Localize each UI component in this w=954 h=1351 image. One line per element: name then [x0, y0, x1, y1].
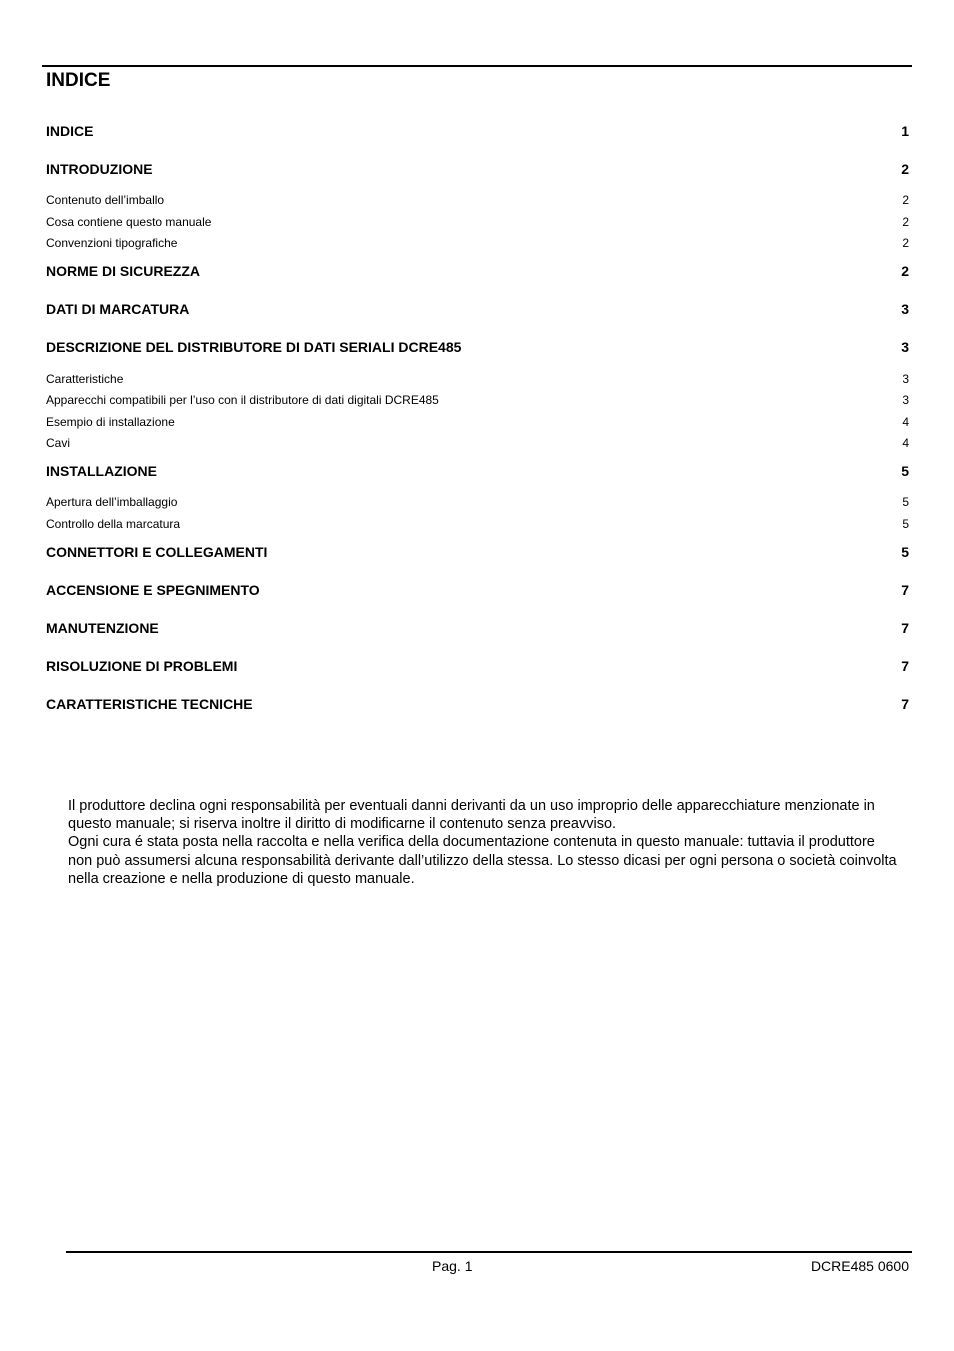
toc-entry-connettori[interactable]	[46, 543, 909, 561]
toc-label: Contenuto dell’imballo	[46, 193, 165, 207]
toc-label: Cavi	[46, 436, 71, 450]
toc-entry-contenuto-imballo[interactable]	[46, 193, 909, 208]
toc-entry-controllo-marcatura[interactable]	[46, 517, 909, 532]
toc-page-number: 2	[901, 263, 909, 279]
toc-entry-apertura-imballaggio[interactable]	[46, 495, 909, 510]
toc-entry-cosa-contiene[interactable]	[46, 215, 909, 230]
toc-page-number: 4	[902, 436, 909, 450]
toc-page-number: 3	[901, 301, 909, 317]
toc-page-number: 5	[901, 463, 909, 479]
footer-page-number: Pag. 1	[432, 1258, 473, 1274]
disclaimer-paragraph: Ogni cura é stata posta nella raccolta e nella verifica della documentazione contenuta in questo manuale: tuttavia il produttore non può assumersi alcuna responsabilità derivante dall’utilizzo della stessa. Lo stesso dicasi per ogni persona o società coinvolta nella creazione e nella produzione di questo manuale.	[68, 834, 897, 887]
toc-page-number: 2	[901, 161, 909, 177]
toc-page-number: 7	[901, 620, 909, 636]
toc-label: RISOLUZIONE DI PROBLEMI	[46, 658, 238, 674]
toc-label: ACCENSIONE E SPEGNIMENTO	[46, 582, 260, 598]
toc-entry-introduzione[interactable]	[46, 160, 909, 178]
toc-entry-apparecchi-compatibili[interactable]	[46, 393, 909, 408]
toc-label: Apparecchi compatibili per l’uso con il distributore di dati digitali DCRE485	[46, 393, 439, 407]
toc-page-number: 5	[902, 517, 909, 531]
footer-divider	[66, 1251, 912, 1253]
toc-label: CONNETTORI E COLLEGAMENTI	[46, 544, 268, 560]
toc-entry-dati-marcatura[interactable]	[46, 300, 909, 318]
toc-page-number: 2	[902, 236, 909, 250]
toc-label: Convenzioni tipografiche	[46, 236, 178, 250]
toc-label: Cosa contiene questo manuale	[46, 215, 212, 229]
toc-page-number: 3	[901, 339, 909, 355]
disclaimer-paragraph: Il produttore declina ogni responsabilità per eventuali danni derivanti da un uso improprio delle apparecchiature menzionate in questo manuale; si riserva inoltre il diritto di modificarne il contenuto senza preavviso.	[68, 798, 875, 833]
disclaimer	[68, 797, 898, 888]
toc-entry-indice[interactable]	[46, 122, 909, 140]
toc-page-number: 3	[902, 393, 909, 407]
toc-page-number: 5	[901, 544, 909, 560]
toc-label: INSTALLAZIONE	[46, 463, 157, 479]
footer-document-code: DCRE485 0600	[810, 1258, 909, 1274]
toc-label: CARATTERISTICHE TECNICHE	[46, 696, 253, 712]
toc-page-number: 3	[902, 372, 909, 386]
toc-entry-norme-sicurezza[interactable]	[46, 262, 909, 280]
toc-label: INDICE	[46, 123, 94, 139]
toc-entry-caratteristiche[interactable]	[46, 372, 909, 387]
toc-page-number: 5	[902, 495, 909, 509]
toc-page-number: 7	[901, 582, 909, 598]
toc-entry-manutenzione[interactable]	[46, 619, 909, 637]
toc-label: Esempio di installazione	[46, 415, 175, 429]
page-title: INDICE	[46, 70, 111, 91]
toc-label: Caratteristiche	[46, 372, 124, 386]
toc-page-number: 2	[902, 193, 909, 207]
toc-entry-cavi[interactable]	[46, 436, 909, 451]
toc-label: Controllo della marcatura	[46, 517, 181, 531]
toc-entry-esempio-installazione[interactable]	[46, 415, 909, 430]
toc-page-number: 7	[901, 696, 909, 712]
toc-entry-convenzioni[interactable]	[46, 236, 909, 251]
toc-label: INTRODUZIONE	[46, 161, 153, 177]
toc-label: DESCRIZIONE DEL DISTRIBUTORE DI DATI SERIALI DCRE485	[46, 339, 462, 355]
toc-page-number: 1	[901, 123, 909, 139]
toc-label: DATI DI MARCATURA	[46, 301, 190, 317]
toc-page-number: 4	[902, 415, 909, 429]
toc-page-number: 2	[902, 215, 909, 229]
toc-entry-descrizione[interactable]	[46, 338, 909, 356]
toc-entry-accensione[interactable]	[46, 581, 909, 599]
toc-page-number: 7	[901, 658, 909, 674]
toc-entry-installazione[interactable]	[46, 462, 909, 480]
toc-label: NORME DI SICUREZZA	[46, 263, 200, 279]
toc-label: Apertura dell’imballaggio	[46, 495, 178, 509]
toc-entry-risoluzione[interactable]	[46, 657, 909, 675]
toc-label: MANUTENZIONE	[46, 620, 159, 636]
toc-entry-caratteristiche-tecniche[interactable]	[46, 695, 909, 713]
header-divider	[42, 65, 912, 67]
